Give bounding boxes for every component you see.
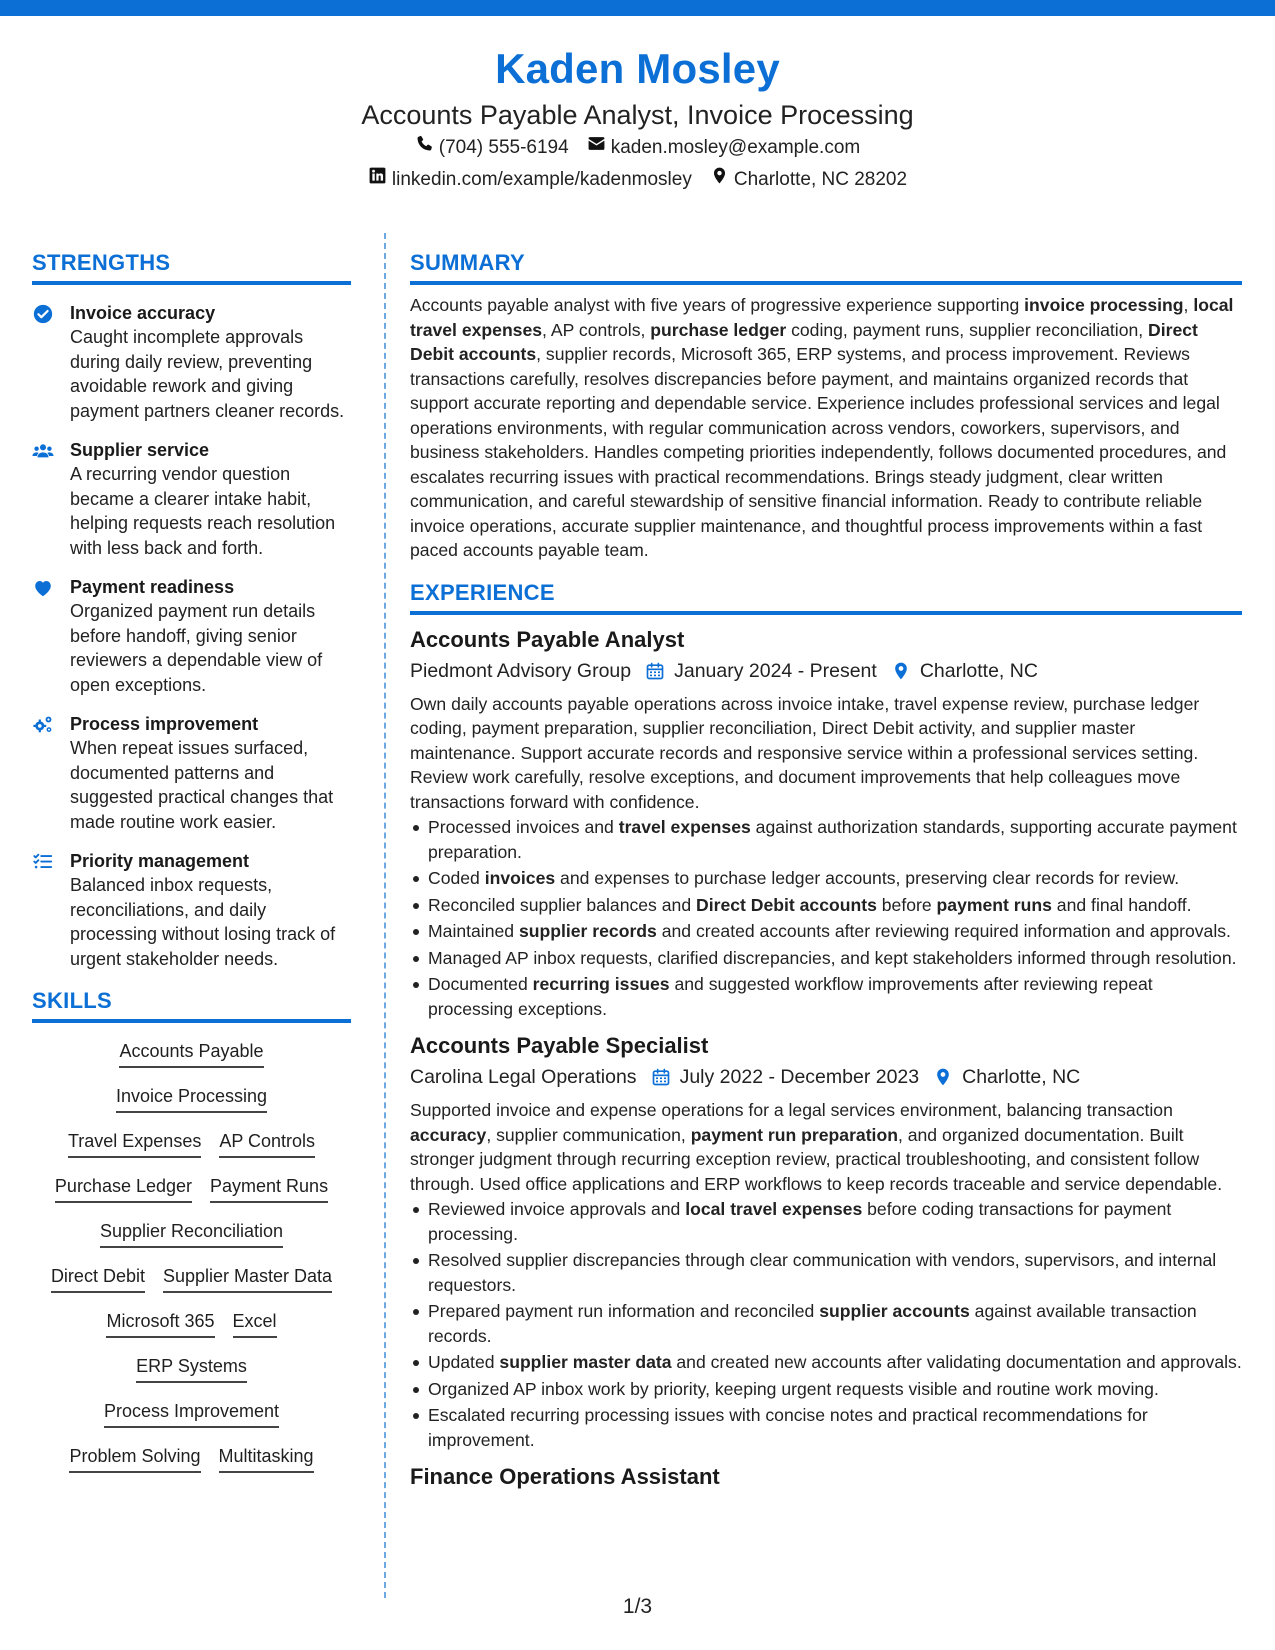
strength-description: When repeat issues surfaced, documented patterns and suggested practical changes that made routine work easier. bbox=[70, 738, 334, 832]
phone-number: (704) 555-6194 bbox=[438, 137, 569, 158]
keyword-highlight: local travel expenses bbox=[685, 1199, 863, 1219]
heart-icon bbox=[32, 575, 70, 697]
skills-list bbox=[32, 1039, 351, 1489]
check-circle-icon bbox=[32, 301, 70, 423]
keyword-highlight: supplier master data bbox=[499, 1352, 672, 1372]
skill-tag: Excel bbox=[233, 1309, 277, 1338]
keyword-highlight: invoice processing bbox=[1024, 295, 1184, 315]
skill-tag: Accounts Payable bbox=[119, 1039, 263, 1068]
strength-item bbox=[32, 575, 351, 697]
bullet-item: Coded invoices and expenses to purchase ledger accounts, preserving clear records for review. bbox=[410, 866, 1242, 891]
summary-section bbox=[410, 248, 1242, 563]
skill-tag: Microsoft 365 bbox=[106, 1309, 214, 1338]
users-icon bbox=[32, 438, 70, 560]
skill-tag: Problem Solving bbox=[69, 1444, 200, 1473]
skill-tag: Direct Debit bbox=[51, 1264, 145, 1293]
linkedin-contact[interactable] bbox=[368, 164, 692, 196]
skill-tag: Supplier Master Data bbox=[163, 1264, 332, 1293]
strength-item bbox=[32, 712, 351, 834]
skill-tag: Process Improvement bbox=[104, 1399, 279, 1428]
experience-heading: EXPERIENCE bbox=[410, 579, 555, 605]
bullet-item: Maintained supplier records and created accounts after reviewing required information and approvals. bbox=[410, 919, 1242, 944]
skills-heading: SKILLS bbox=[32, 988, 113, 1013]
skill-row bbox=[32, 1084, 351, 1129]
linkedin-url[interactable]: linkedin.com/example/kadenmosley bbox=[391, 169, 692, 190]
strengths-list bbox=[32, 301, 351, 971]
job-entry bbox=[410, 625, 1242, 1022]
skill-tag: Multitasking bbox=[219, 1444, 314, 1473]
summary-text: Accounts payable analyst with five years of progressive experience supporting invoice processing, local travel expenses, AP controls, purchase ledger coding, payment runs, supplier reconciliation, Direct Debit accounts, supplier records, Microsoft 365, ERP systems, and process improvement. Reviews transactions carefully, resolves discrepancies before payment, and maintains organized records that support accurate reporting and dependable service. Experience includes professional services and legal operations environments, with regular communication across vendors, coworkers, supervisors, and business stakeholders. Handles competing priorities independently, follows documented procedures, and escalates recurring issues with practical recommendations. Brings steady judgment, clear written communication, and careful stewardship of sensitive financial information. Ready to contribute reliable invoice operations, accurate supplier maintenance, and thoughtful process improvements within a fast paced accounts payable team. bbox=[410, 295, 1234, 560]
location-contact bbox=[710, 164, 907, 196]
keyword-highlight: payment run preparation bbox=[690, 1124, 898, 1145]
strength-title: Priority management bbox=[70, 851, 250, 871]
skill-row bbox=[32, 1039, 351, 1084]
job-bullets bbox=[410, 815, 1242, 1021]
job-bullets bbox=[410, 1197, 1242, 1452]
strength-description: Organized payment run details before handoff, giving senior reviewers a dependable view of open exceptions. bbox=[70, 601, 323, 695]
location-text: Charlotte, NC 28202 bbox=[733, 169, 908, 190]
job-meta bbox=[410, 656, 1242, 686]
strength-item bbox=[32, 438, 351, 560]
strength-title: Supplier service bbox=[70, 440, 210, 460]
email-address[interactable]: kaden.mosley@example.com bbox=[610, 137, 861, 158]
job-dates: January 2024 - Present bbox=[674, 659, 877, 682]
strength-description: A recurring vendor question became a clearer intake habit, helping requests reach resolution with less back and forth. bbox=[70, 464, 336, 558]
strengths-heading: STRENGTHS bbox=[32, 250, 171, 275]
skill-tag: Travel Expenses bbox=[68, 1129, 201, 1158]
bullet-item: Reconciled supplier balances and Direct Debit accounts before payment runs and final handoff. bbox=[410, 893, 1242, 918]
right-column bbox=[410, 248, 1242, 1492]
experience-rule bbox=[410, 611, 1242, 615]
map-pin-icon bbox=[891, 661, 911, 681]
bullet-item: Processed invoices and travel expenses against authorization standards, supporting accurate payment preparation. bbox=[410, 815, 1242, 864]
bullet-item: Updated supplier master data and created new accounts after validating documentation and approvals. bbox=[410, 1350, 1242, 1375]
job-description: Own daily accounts payable operations across invoice intake, travel expense review, purchase ledger coding, payment preparation, supplier reconciliation, Direct Debit activity, and supplier master maintenance. Support accurate records and responsive service within a professional services setting. Review work carefully, resolve exceptions, and document improvements that help colleagues move transactions forward with confidence. bbox=[410, 693, 1200, 812]
contact-row-primary bbox=[0, 132, 1275, 164]
job-entry bbox=[410, 1462, 1242, 1492]
skill-row bbox=[32, 1264, 351, 1309]
bullet-item: Managed AP inbox requests, clarified discrepancies, and kept stakeholders informed through resolution. bbox=[410, 946, 1242, 971]
keyword-highlight: invoices bbox=[484, 868, 556, 888]
keyword-highlight: Direct Debit accounts bbox=[696, 894, 877, 915]
skills-section bbox=[32, 986, 351, 1489]
company-name: Carolina Legal Operations bbox=[410, 1066, 637, 1088]
company-name: Piedmont Advisory Group bbox=[410, 659, 632, 682]
job-title: Accounts Payable Specialist bbox=[410, 1033, 709, 1058]
column-divider bbox=[384, 233, 386, 1598]
bullet-item: Reviewed invoice approvals and local travel expenses before coding transactions for payment processing. bbox=[410, 1197, 1242, 1246]
skill-tag: Supplier Reconciliation bbox=[100, 1219, 283, 1248]
keyword-highlight: Direct Debit accounts bbox=[410, 319, 1198, 364]
skill-row bbox=[32, 1354, 351, 1399]
summary-heading: SUMMARY bbox=[410, 250, 525, 275]
keyword-highlight: payment runs bbox=[936, 894, 1052, 915]
job-dates: July 2022 - December 2023 bbox=[679, 1066, 920, 1088]
strength-description: Balanced inbox requests, reconciliations, and daily processing without losing track of urgent stakeholder needs. bbox=[70, 875, 336, 969]
bullet-item: Escalated recurring processing issues with concise notes and practical recommendations for improvement. bbox=[410, 1403, 1242, 1452]
strengths-rule bbox=[32, 281, 351, 285]
bullet-item: Prepared payment run information and reconciled supplier accounts against available transaction records. bbox=[410, 1299, 1242, 1348]
skills-rule bbox=[32, 1019, 351, 1023]
job-title: Finance Operations Assistant bbox=[410, 1464, 720, 1489]
job-description: Supported invoice and expense operations for a legal services environment, balancing transaction accuracy, supplier communication, payment run preparation, and organized documentation. Built stronger judgment through recurring exception review, practical troubleshooting, and consistent follow through. Used office applications and ERP workflows to keep records traceable and service dependable. bbox=[410, 1100, 1223, 1194]
strength-title: Process improvement bbox=[70, 714, 259, 734]
email-contact[interactable] bbox=[587, 132, 861, 164]
keyword-highlight: supplier accounts bbox=[819, 1301, 970, 1321]
skill-row bbox=[32, 1309, 351, 1354]
keyword-highlight: accuracy bbox=[410, 1124, 487, 1145]
job-entry bbox=[410, 1031, 1242, 1452]
phone-icon bbox=[415, 132, 434, 164]
skill-row bbox=[32, 1174, 351, 1219]
strengths-section bbox=[32, 248, 351, 971]
keyword-highlight: supplier records bbox=[518, 921, 657, 941]
map-pin-icon bbox=[710, 164, 729, 196]
linkedin-icon bbox=[368, 164, 387, 196]
skill-tag: Purchase Ledger bbox=[55, 1174, 192, 1203]
skill-tag: Payment Runs bbox=[210, 1174, 328, 1203]
strength-item bbox=[32, 849, 351, 971]
strength-title: Invoice accuracy bbox=[70, 303, 216, 323]
skill-tag: ERP Systems bbox=[136, 1354, 247, 1383]
bullet-item: Resolved supplier discrepancies through clear communication with vendors, supervisors, and internal requestors. bbox=[410, 1248, 1242, 1297]
checklist-icon bbox=[32, 849, 70, 971]
candidate-name: Kaden Mosley bbox=[495, 45, 780, 92]
keyword-highlight: purchase ledger bbox=[650, 319, 787, 340]
keyword-highlight: travel expenses bbox=[618, 817, 751, 837]
map-pin-icon bbox=[933, 1067, 953, 1087]
gears-icon bbox=[32, 712, 70, 834]
skill-tag: AP Controls bbox=[219, 1129, 315, 1158]
top-accent-bar bbox=[0, 0, 1275, 16]
contact-row-secondary bbox=[0, 164, 1275, 196]
skill-row bbox=[32, 1399, 351, 1444]
keyword-highlight: recurring issues bbox=[532, 974, 670, 994]
envelope-icon bbox=[587, 132, 606, 164]
resume-header bbox=[0, 40, 1275, 196]
bullet-item: Documented recurring issues and suggested workflow improvements after reviewing repeat processing exceptions. bbox=[410, 972, 1242, 1021]
strength-title: Payment readiness bbox=[70, 577, 235, 597]
summary-rule bbox=[410, 281, 1242, 285]
job-title: Accounts Payable Analyst bbox=[410, 626, 685, 652]
skill-row bbox=[32, 1219, 351, 1264]
page-number: 1/3 bbox=[622, 1595, 653, 1618]
bullet-item: Organized AP inbox work by priority, keeping urgent requests visible and routine work moving. bbox=[410, 1377, 1242, 1402]
job-location: Charlotte, NC bbox=[919, 659, 1038, 682]
candidate-title: Accounts Payable Analyst, Invoice Processing bbox=[361, 100, 914, 130]
left-column bbox=[32, 248, 351, 1489]
skill-row bbox=[32, 1129, 351, 1174]
calendar-icon bbox=[651, 1067, 671, 1087]
strength-description: Caught incomplete approvals during daily review, preventing avoidable rework and giving payment partners cleaner records. bbox=[70, 327, 345, 421]
skill-row bbox=[32, 1444, 351, 1489]
strength-item bbox=[32, 301, 351, 423]
job-list bbox=[410, 625, 1242, 1493]
keyword-highlight: local travel expenses bbox=[410, 295, 1234, 340]
job-meta bbox=[410, 1062, 1242, 1092]
experience-section bbox=[410, 578, 1242, 1493]
skill-tag: Invoice Processing bbox=[116, 1084, 267, 1113]
phone-contact bbox=[415, 132, 569, 164]
job-location: Charlotte, NC bbox=[962, 1066, 1081, 1088]
calendar-icon bbox=[645, 661, 665, 681]
